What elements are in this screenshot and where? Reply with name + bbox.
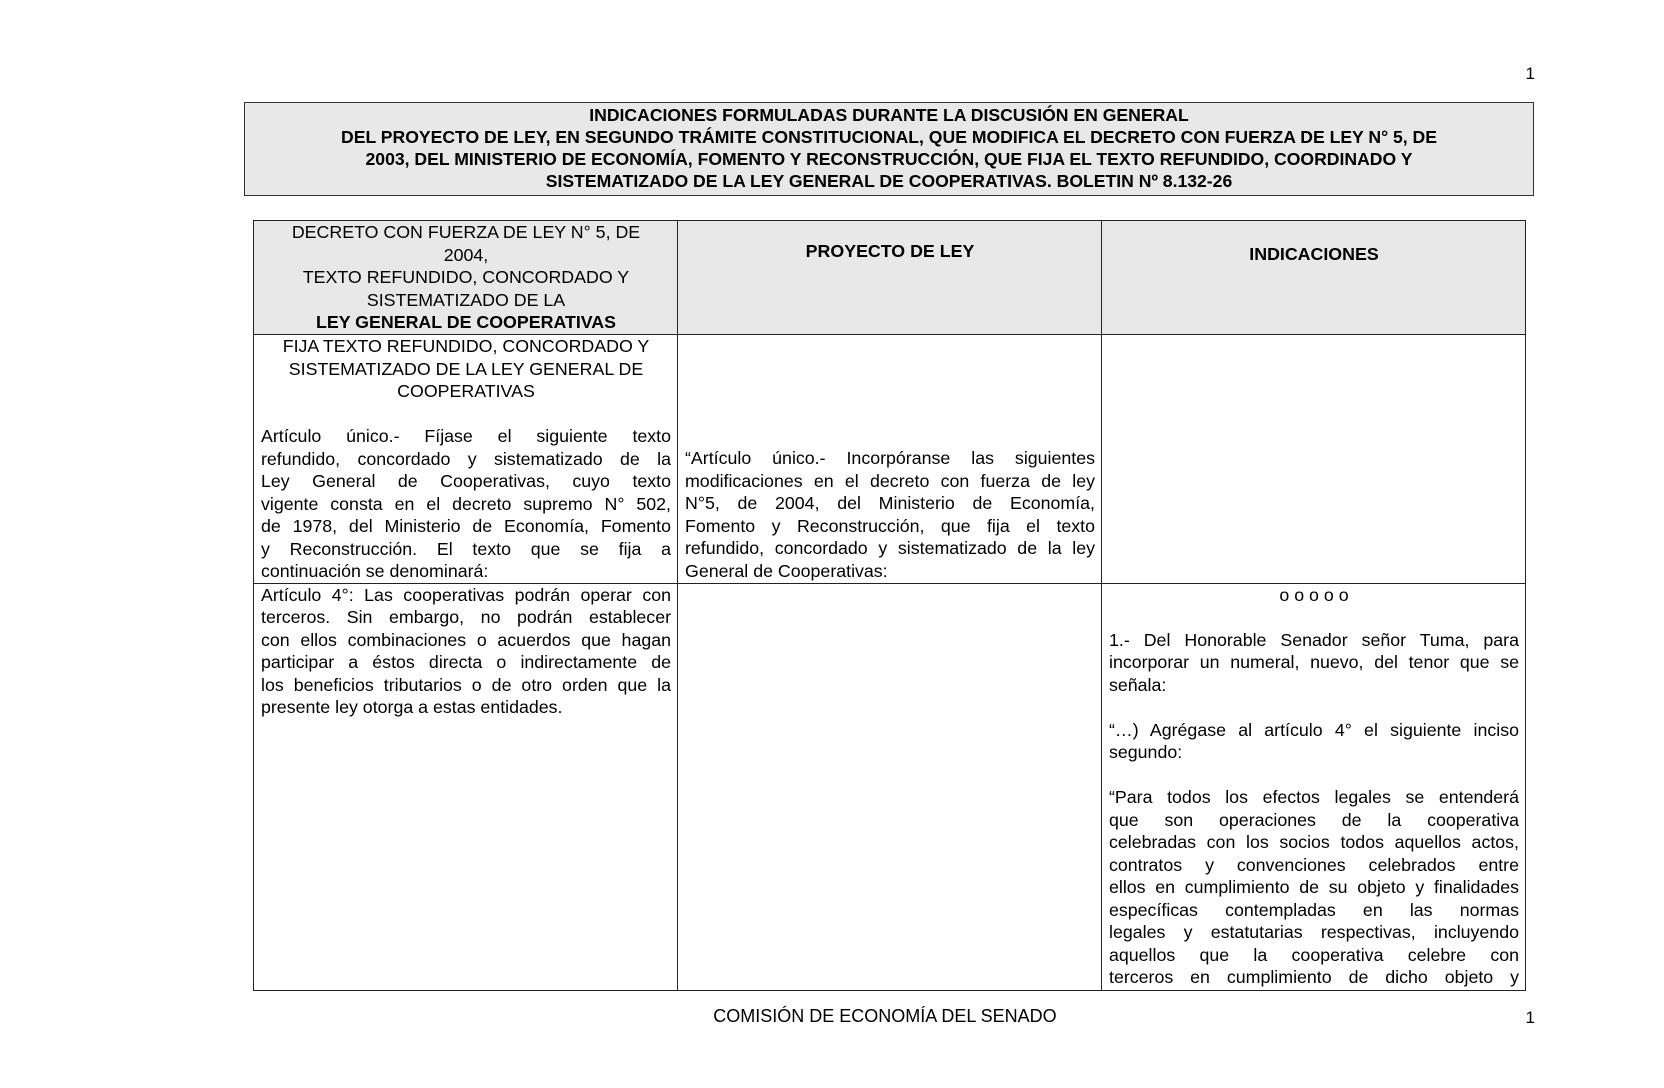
text-line: participar a éstos directa o indirectamente de <box>261 652 671 672</box>
row2-indications-cell <box>1102 583 1526 990</box>
text-line: terceros en cumplimiento de dicho objeto y <box>1109 967 1519 987</box>
text-line: modificaciones en el decreto con fuerza de ley <box>685 470 1095 491</box>
row2-decree-cell <box>254 583 678 990</box>
title-line: INDICACIONES FORMULADAS DURANTE LA DISCUSIÓN EN GENERAL <box>589 105 1189 125</box>
header-line: 2004, <box>443 244 489 265</box>
row1-indications-cell <box>1102 335 1526 584</box>
indication-paragraph <box>1109 786 1519 989</box>
text-line: vigente consta en el decreto supremo N° 502, <box>261 493 671 514</box>
header-bill-label: PROYECTO DE LEY <box>805 241 975 261</box>
text-line: con ellos combinaciones o acuerdos que hagan <box>261 629 671 650</box>
header-bill-column <box>678 221 1102 335</box>
header-indications-label: INDICACIONES <box>1249 244 1379 264</box>
header-decree-column <box>254 221 678 335</box>
text-line: Artículo único.- Fíjase el siguiente texto <box>261 426 671 446</box>
header-line: TEXTO REFUNDIDO, CONCORDADO Y <box>302 267 630 287</box>
text-line: los beneficios tributarios o de otro orden que la <box>261 674 671 695</box>
text-line: COOPERATIVAS <box>397 381 535 401</box>
indication-paragraph <box>1109 629 1519 697</box>
page-number-bottom: 1 <box>1525 1008 1535 1027</box>
footer-text: COMISIÓN DE ECONOMÍA DEL SENADO <box>713 1006 1057 1026</box>
header-line-bold: LEY GENERAL DE COOPERATIVAS <box>315 312 617 332</box>
text-line: refundido, concordado y sistematizado de la <box>261 448 671 469</box>
text-line: incorporar un numeral, nuevo, del tenor que se <box>1109 652 1519 672</box>
row1-bill-cell <box>678 335 1102 584</box>
header-line: SISTEMATIZADO DE LA <box>366 289 566 310</box>
text-line: y Reconstrucción. El texto que se fija a <box>261 538 671 559</box>
row1-bill-text <box>685 447 1095 582</box>
text-line: General de Cooperativas: <box>685 560 888 581</box>
row1-decree-cell <box>254 335 678 584</box>
table-header-row <box>254 221 1526 335</box>
comparison-table <box>253 220 1526 991</box>
indication-paragraph <box>1109 719 1519 764</box>
text-line: “Artículo único.- Incorpóranse las siguientes <box>685 448 1095 468</box>
text-line: ellos en cumplimiento de su objeto y finalidades <box>1109 877 1519 897</box>
text-line: de 1978, del Ministerio de Economía, Fomento <box>261 516 671 536</box>
table-row <box>254 583 1526 990</box>
row1-article-text <box>261 425 671 583</box>
text-line: específicas contempladas en las normas <box>1109 899 1519 920</box>
text-line: terceros. Sin embargo, no podrán establecer <box>261 607 671 627</box>
text-line: legales y estatutarias respectivas, incluyendo <box>1109 922 1519 942</box>
header-indications-column <box>1102 221 1526 335</box>
table-row <box>254 335 1526 584</box>
document-title <box>244 102 1534 196</box>
text-line: N°5, de 2004, del Ministerio de Economía, <box>685 493 1095 513</box>
text-line: señala: <box>1109 674 1167 695</box>
text-line: “Para todos los efectos legales se entenderá <box>1109 787 1519 807</box>
title-line: 2003, DEL MINISTERIO DE ECONOMÍA, FOMENTO Y RECONSTRUCCIÓN, QUE FIJA EL TEXTO REFUNDIDO, COORDINADO Y <box>365 149 1413 169</box>
text-line: SISTEMATIZADO DE LA LEY GENERAL DE <box>288 358 644 379</box>
text-line: presente ley otorga a estas entidades. <box>261 697 563 717</box>
row1-heading <box>261 335 671 403</box>
text-line: Ley General de Cooperativas, cuyo texto <box>261 471 671 491</box>
header-line: DECRETO CON FUERZA DE LEY N° 5, DE <box>291 222 641 242</box>
text-line: FIJA TEXTO REFUNDIDO, CONCORDADO Y <box>282 336 650 356</box>
title-line: DEL PROYECTO DE LEY, EN SEGUNDO TRÁMITE CONSTITUCIONAL, QUE MODIFICA EL DECRETO CON FUERZA DE LEY N° 5, DE <box>341 127 1437 147</box>
title-line: SISTEMATIZADO DE LA LEY GENERAL DE COOPERATIVAS. BOLETIN Nº 8.132-26 <box>545 171 1233 191</box>
text-line: celebradas con los socios todos aquellos actos, <box>1109 832 1519 852</box>
text-line: aquellos que la cooperativa celebre con <box>1109 944 1519 965</box>
text-line: 1.- Del Honorable Senador señor Tuma, para <box>1109 629 1519 650</box>
text-line: “…) Agrégase al artículo 4° el siguiente inciso <box>1109 719 1519 740</box>
text-line: continuación se denominará: <box>261 561 489 581</box>
section-separator: o o o o o <box>1279 584 1349 605</box>
text-line: refundido, concordado y sistematizado de la ley <box>685 538 1095 558</box>
page-number-top: 1 <box>1525 64 1535 83</box>
text-line: que son operaciones de la cooperativa <box>1109 809 1519 830</box>
text-line: contratos y convenciones celebrados entre <box>1109 854 1519 875</box>
text-line: Artículo 4°: Las cooperativas podrán operar con <box>261 584 671 605</box>
text-line: segundo: <box>1109 742 1183 762</box>
row2-bill-cell <box>678 583 1102 990</box>
text-line: Fomento y Reconstrucción, que fija el texto <box>685 515 1095 536</box>
